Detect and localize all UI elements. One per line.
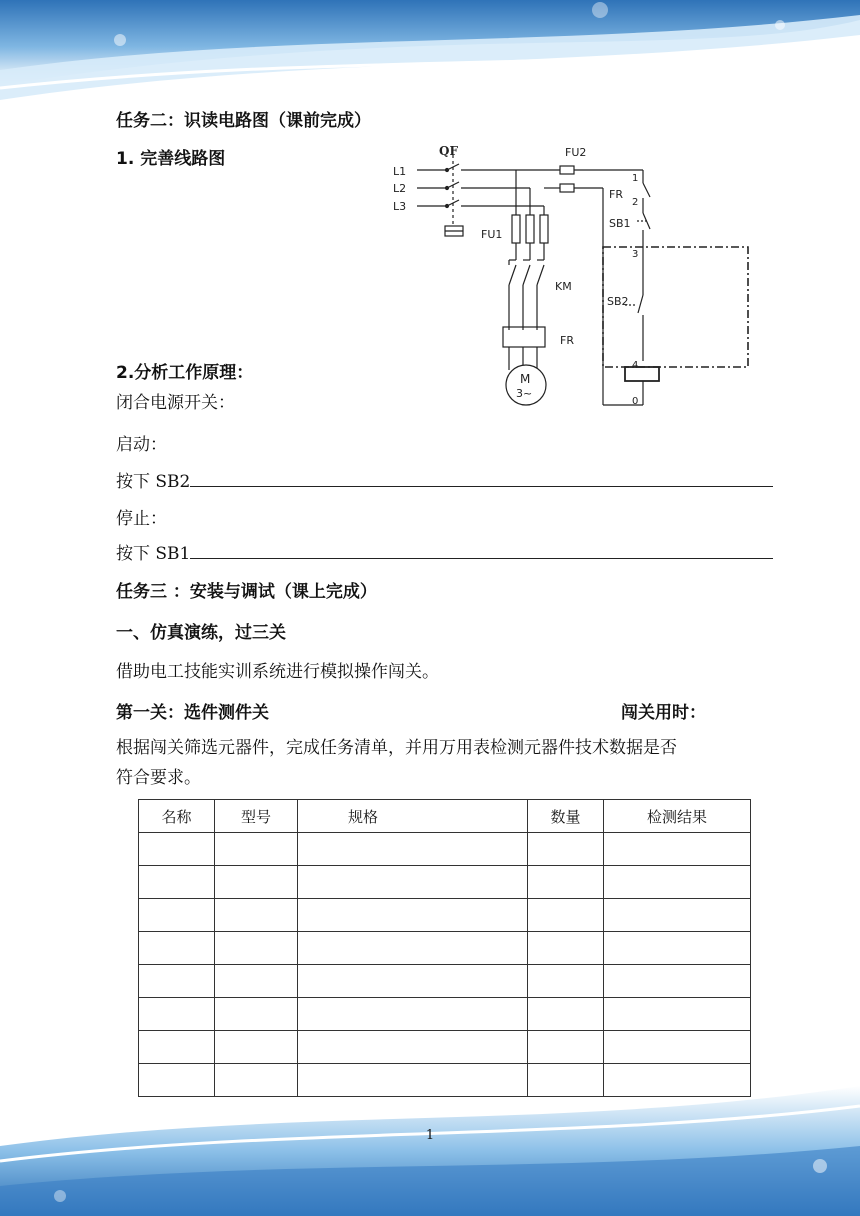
- section1-heading: 一、仿真演练，过三关: [116, 623, 286, 643]
- component-table: [138, 799, 751, 1097]
- close-power-text: 闭合电源开关：: [116, 393, 235, 413]
- table-cell[interactable]: [604, 965, 751, 998]
- table-cell[interactable]: [139, 998, 215, 1031]
- page-number: 1: [425, 1128, 435, 1143]
- l1-label: L1: [393, 165, 407, 178]
- table-cell[interactable]: [215, 965, 298, 998]
- km-label: KM: [555, 280, 572, 293]
- table-cell[interactable]: [215, 899, 298, 932]
- table-cell[interactable]: [528, 899, 604, 932]
- table-cell[interactable]: [298, 965, 528, 998]
- table-row: [139, 965, 751, 998]
- task2-item1: 1. 完善线路图: [116, 149, 226, 169]
- table-cell[interactable]: [298, 899, 528, 932]
- fr-main-label: FR: [560, 334, 574, 347]
- intro-text: 借助电工技能实训系统进行模拟操作闯关。: [116, 662, 439, 682]
- l3-label: L3: [393, 200, 407, 213]
- table-row: [139, 833, 751, 866]
- table-cell[interactable]: [298, 1064, 528, 1097]
- table-cell[interactable]: [528, 866, 604, 899]
- table-cell[interactable]: [528, 1064, 604, 1097]
- top-decorative-banner: [0, 0, 860, 110]
- table-row: [139, 998, 751, 1031]
- table-cell[interactable]: [528, 1031, 604, 1064]
- table-cell[interactable]: [604, 833, 751, 866]
- desc-line2: 符合要求。: [116, 768, 201, 788]
- stop-text: 停止：: [116, 509, 167, 529]
- table-cell[interactable]: [215, 932, 298, 965]
- table-cell[interactable]: [604, 1064, 751, 1097]
- sb2-label: SB2: [607, 295, 629, 308]
- motor-sub-label: 3~: [516, 387, 533, 400]
- table-cell[interactable]: [215, 1064, 298, 1097]
- table-cell[interactable]: [298, 998, 528, 1031]
- start-text: 启动：: [116, 435, 167, 455]
- desc-line1: 根据闯关筛选元器件，完成任务清单，并用万用表检测元器件技术数据是否: [116, 738, 677, 758]
- table-cell[interactable]: [215, 833, 298, 866]
- level1-heading: 第一关：选件测件关: [116, 703, 269, 723]
- header-model: 型号: [215, 800, 298, 833]
- table-cell[interactable]: [528, 998, 604, 1031]
- table-row: [139, 866, 751, 899]
- node-3-label: 3: [632, 249, 639, 260]
- table-cell[interactable]: [298, 866, 528, 899]
- press-sb1-text: 按下 SB1: [116, 544, 191, 564]
- l2-label: L2: [393, 182, 407, 195]
- table-header-row: [139, 800, 751, 833]
- table-cell[interactable]: [528, 965, 604, 998]
- table-cell[interactable]: [215, 1031, 298, 1064]
- fu1-label: FU1: [481, 228, 503, 241]
- task3-title: 任务三 ：安装与调试（课上完成）: [116, 582, 377, 602]
- table-row: [139, 1031, 751, 1064]
- table-cell[interactable]: [139, 1064, 215, 1097]
- answer-line-sb2[interactable]: [190, 486, 773, 487]
- table-cell[interactable]: [528, 932, 604, 965]
- node-0-label: 0: [632, 396, 639, 407]
- fr-ctrl-label: FR: [609, 188, 623, 201]
- table-cell[interactable]: [139, 1031, 215, 1064]
- bottom-decorative-banner: [0, 1086, 860, 1216]
- header-spec: 规格: [298, 800, 528, 833]
- table-cell[interactable]: [139, 932, 215, 965]
- table-cell[interactable]: [139, 833, 215, 866]
- table-cell[interactable]: [298, 932, 528, 965]
- task2-item2: 2.分析工作原理：: [116, 363, 254, 383]
- table-cell[interactable]: [604, 932, 751, 965]
- table-row: [139, 932, 751, 965]
- time-label: 闯关用时：: [621, 703, 706, 723]
- table-cell[interactable]: [139, 866, 215, 899]
- node-2-label: 2: [632, 197, 639, 208]
- task2-title: 任务二：识读电路图（课前完成）: [116, 111, 371, 131]
- qf-label: QF: [439, 144, 458, 158]
- table-cell[interactable]: [298, 833, 528, 866]
- node-1-label: 1: [632, 173, 639, 184]
- circuit-diagram: [385, 135, 760, 415]
- table-row: [139, 899, 751, 932]
- table-cell[interactable]: [215, 998, 298, 1031]
- answer-line-sb1[interactable]: [190, 558, 773, 559]
- header-result: 检测结果: [604, 800, 751, 833]
- table-cell[interactable]: [139, 965, 215, 998]
- table-row: [139, 1064, 751, 1097]
- table-cell[interactable]: [298, 1031, 528, 1064]
- header-quantity: 数量: [528, 800, 604, 833]
- fu2-label: FU2: [565, 146, 587, 159]
- table-cell[interactable]: [139, 899, 215, 932]
- header-name: 名称: [139, 800, 215, 833]
- table-cell[interactable]: [215, 866, 298, 899]
- motor-m-label: M: [520, 372, 531, 386]
- table-cell[interactable]: [604, 1031, 751, 1064]
- sb1-label: SB1: [609, 217, 631, 230]
- table-cell[interactable]: [604, 899, 751, 932]
- table-cell[interactable]: [528, 833, 604, 866]
- node-4-label: 4: [632, 360, 639, 371]
- table-cell[interactable]: [604, 866, 751, 899]
- table-cell[interactable]: [604, 998, 751, 1031]
- press-sb2-text: 按下 SB2: [116, 472, 191, 492]
